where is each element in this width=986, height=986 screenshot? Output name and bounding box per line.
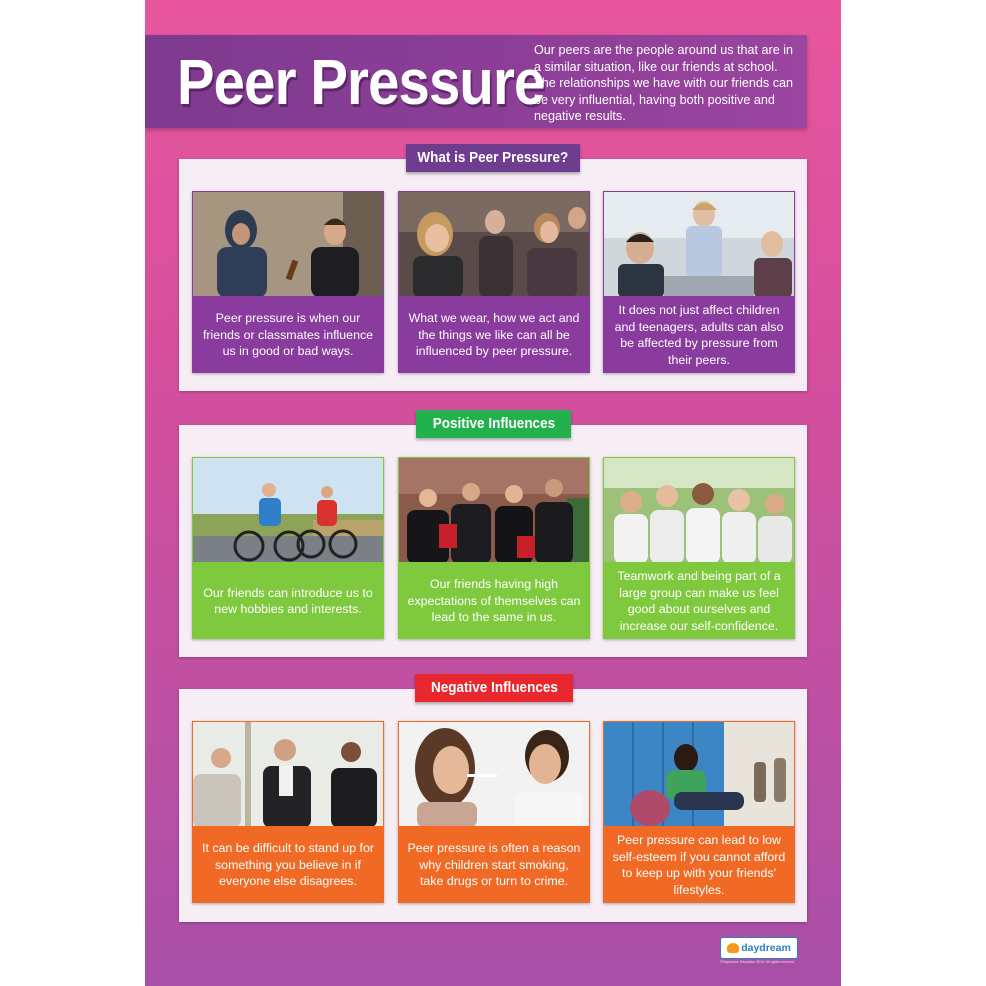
cycling-friends-photo <box>192 457 384 563</box>
card-caption: Teamwork and being part of a large group can make us feel good about ourselves and increase our self-confidence. <box>603 563 795 639</box>
card-caption: Peer pressure is often a reason why children start smoking, take drugs or turn to crime. <box>398 827 590 903</box>
logo-text: daydream <box>741 942 791 954</box>
team-huddle-photo <box>603 457 795 563</box>
poster-title: Peer Pressure <box>177 46 545 118</box>
card <box>192 457 384 639</box>
sad-student-lockers-photo <box>603 721 795 827</box>
section-heading: Negative Influences <box>415 674 573 702</box>
card-caption: Peer pressure is when our friends or classmates influence us in good or bad ways. <box>192 297 384 373</box>
card <box>603 721 795 903</box>
card-caption: Our friends can introduce us to new hobbies and interests. <box>192 563 384 639</box>
card <box>398 721 590 903</box>
intro-text: Our peers are the people around us that are in a similar situation, like our friends at school. The relationships we have with our friends can be very influential, having both positive and negative results. <box>534 43 794 123</box>
card <box>398 191 590 373</box>
graduates-photo <box>398 457 590 563</box>
card <box>603 191 795 373</box>
teens-in-alley-photo <box>192 191 384 297</box>
card-caption: Our friends having high expectations of themselves can lead to the same in us. <box>398 563 590 639</box>
laughing-friends-photo <box>398 191 590 297</box>
office-argument-photo <box>192 721 384 827</box>
card-caption: It can be difficult to stand up for something you believe in if everyone else disagrees. <box>192 827 384 903</box>
office-meeting-photo <box>603 191 795 297</box>
poster <box>145 0 841 986</box>
daydream-logo <box>720 937 798 959</box>
section-heading: What is Peer Pressure? <box>406 144 580 172</box>
card <box>192 721 384 903</box>
card <box>192 191 384 373</box>
copyright-text: ©Daydream Education 2015. All rights reserved. <box>720 960 795 964</box>
section-heading: Positive Influences <box>416 410 571 438</box>
teens-smoking-photo <box>398 721 590 827</box>
card <box>603 457 795 639</box>
card <box>398 457 590 639</box>
cloud-icon <box>727 943 739 953</box>
card-caption: It does not just affect children and teenagers, adults can also be affected by pressure from their peers. <box>603 297 795 373</box>
card-caption: Peer pressure can lead to low self-esteem if you cannot afford to keep up with your friends' lifestyles. <box>603 827 795 903</box>
card-caption: What we wear, how we act and the things we like can all be influenced by peer pressure. <box>398 297 590 373</box>
section-negative-influences <box>179 679 807 922</box>
section-what-is-peer-pressure <box>179 149 807 391</box>
section-positive-influences <box>179 415 807 657</box>
